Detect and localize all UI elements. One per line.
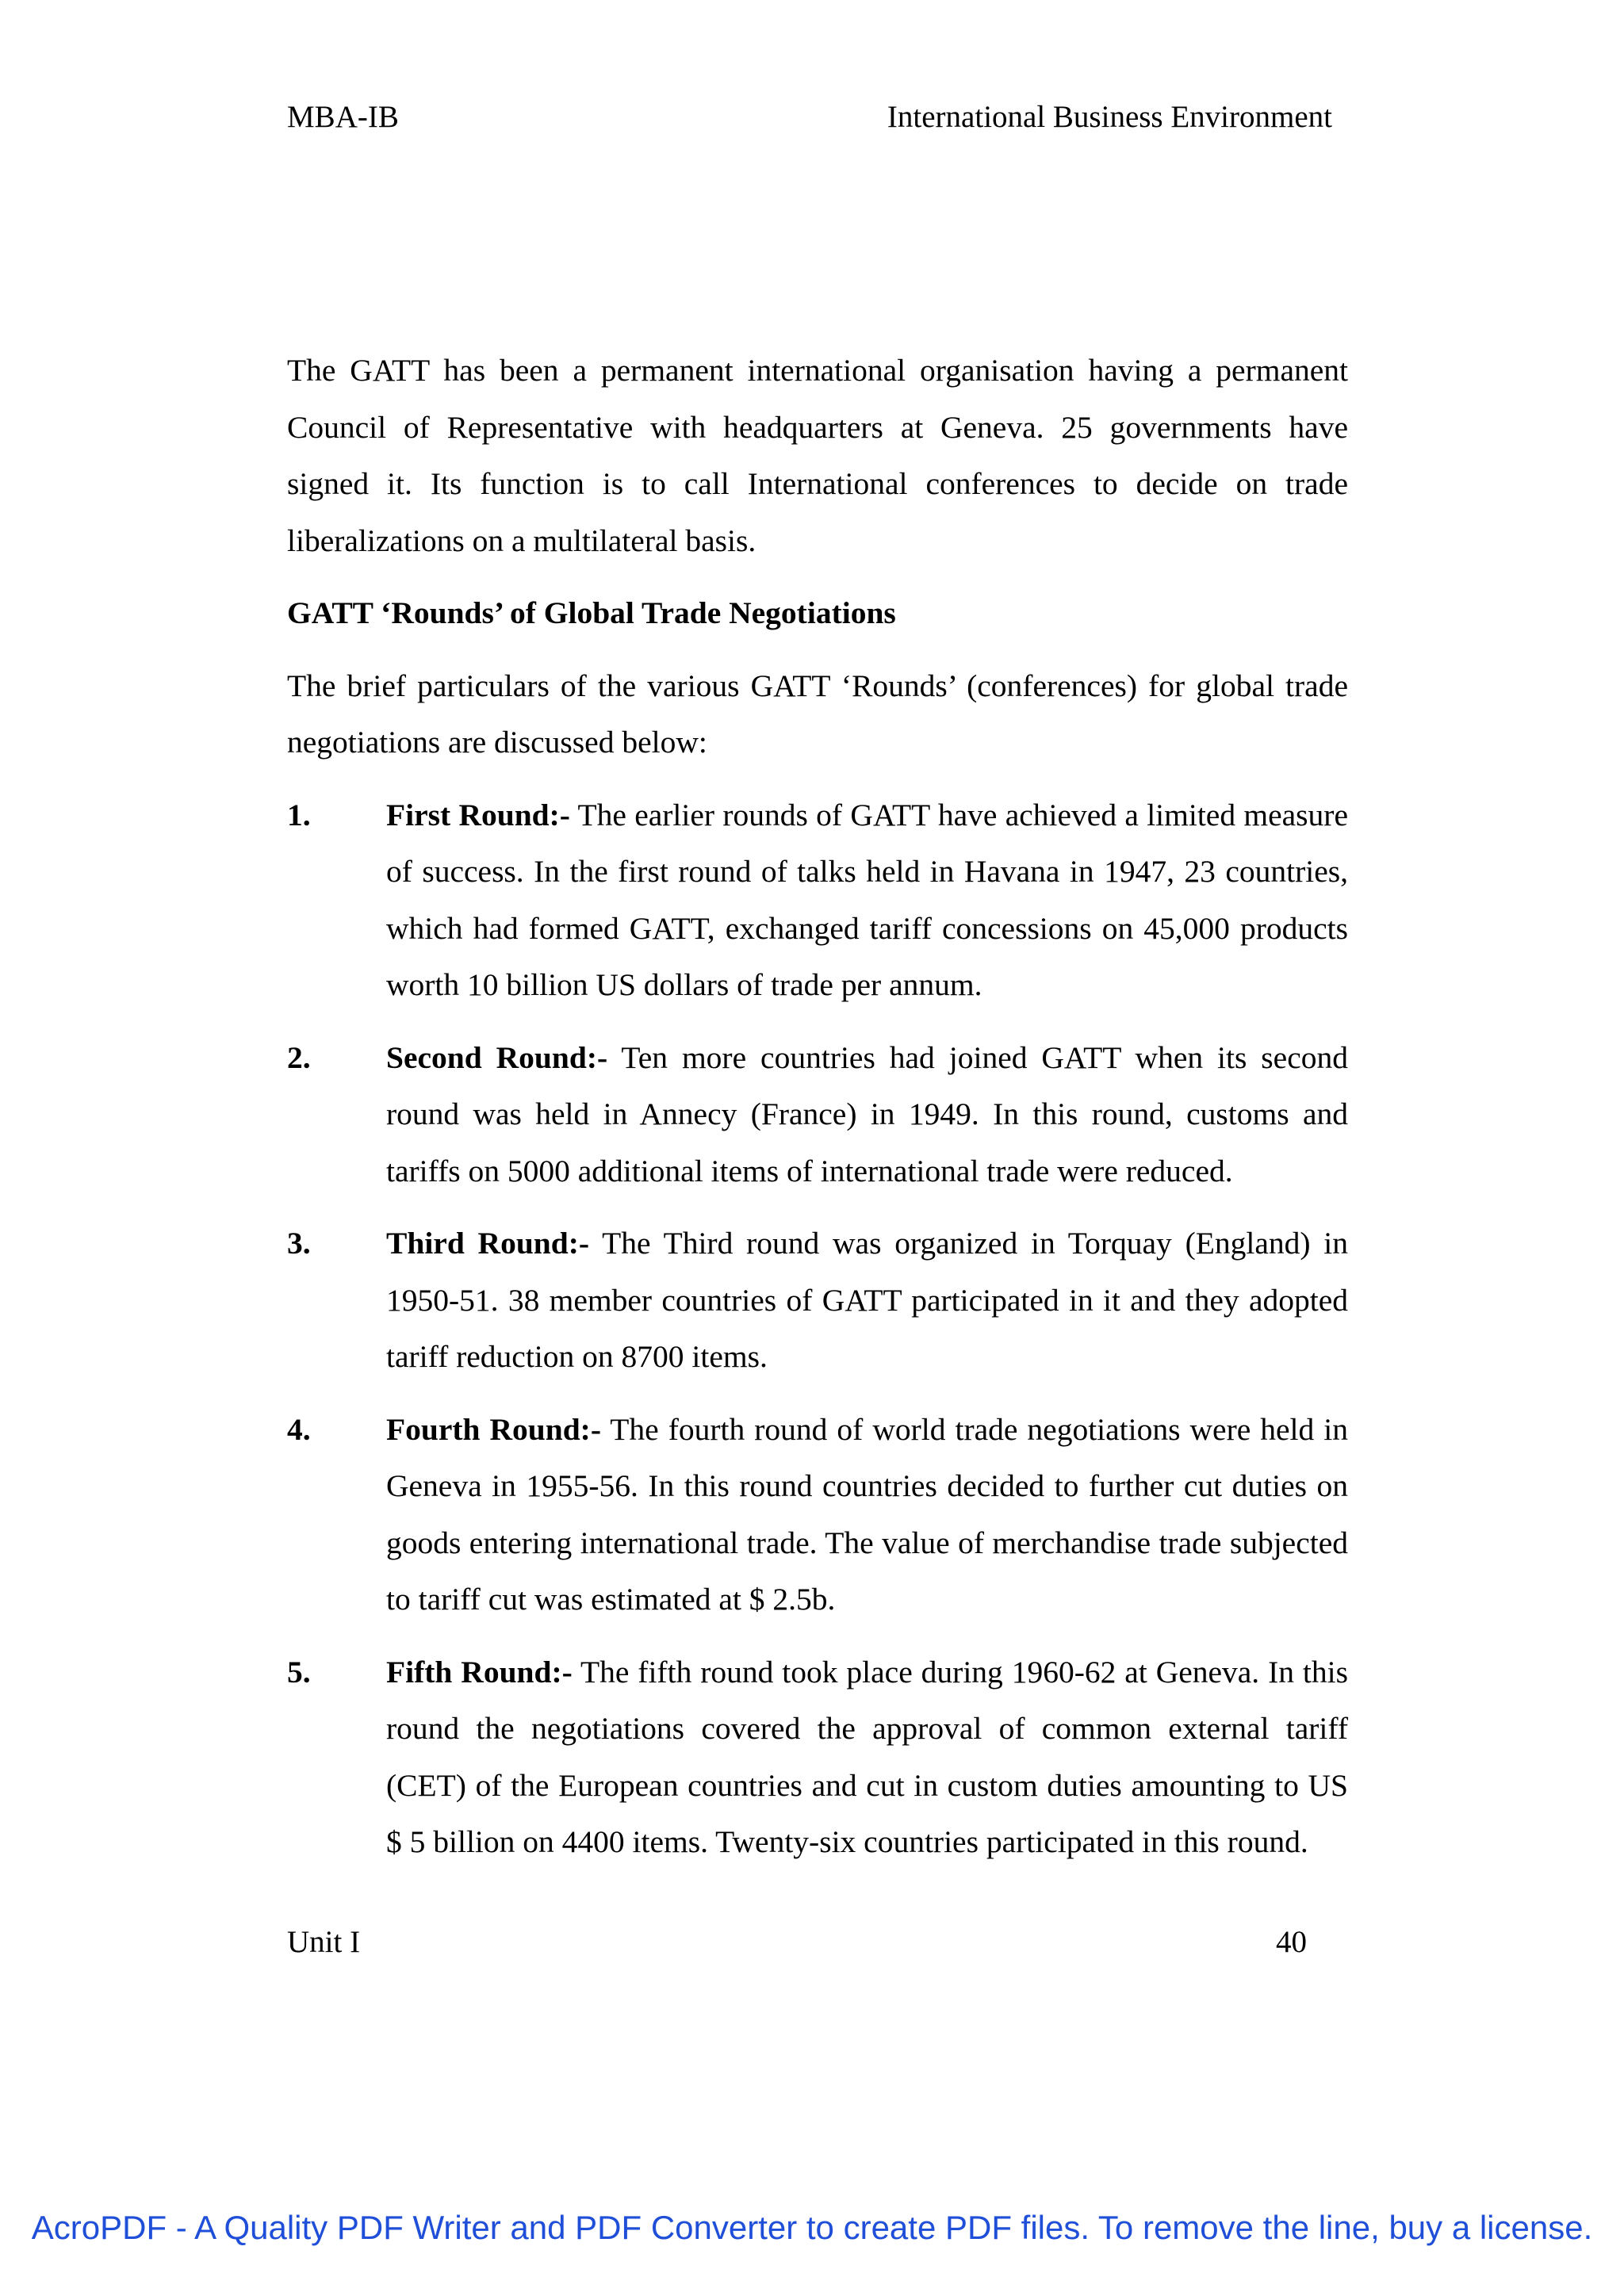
round-body [386, 787, 1348, 1014]
round-title: Fourth Round:- [386, 1411, 601, 1447]
intro-paragraph: The GATT has been a permanent international organisation having a permanent Council of Representative with headquarters at Geneva. 25 governments have signed it. Its function is to call International conferences to decide on trade liberalizations on a multilateral basis. [287, 353, 1348, 558]
round-item-4 [287, 1402, 1348, 1628]
round-number: 3. [287, 1226, 311, 1261]
round-number: 2. [287, 1039, 311, 1075]
round-item-5 [287, 1644, 1348, 1871]
round-text: The fifth round took place during 1960-62 at Geneva. In this round the negotiations covered the approval of common external tariff (CET) of the European countries and cut in custom duties amounting to US $ 5 billion on 4400 items. Twenty-six countries participated in this round. [386, 1654, 1348, 1859]
round-item-1 [287, 787, 1348, 1014]
round-text: The fourth round of world trade negotiations were held in Geneva in 1955-56. In this round countries decided to further cut duties on goods entering international trade. The value of merchandise trade subjected to tariff cut was estimated at $ 2.5b. [386, 1411, 1348, 1617]
page-number: 40 [1276, 1925, 1307, 1959]
round-text: Ten more countries had joined GATT when its second round was held in Annecy (France) in 1949. In this round, customs and tariffs on 5000 additional items of international trade were reduced. [386, 1039, 1348, 1188]
header-subject: International Business Environment [887, 100, 1332, 134]
round-item-2 [287, 1030, 1348, 1200]
round-title: Third Round:- [386, 1226, 590, 1261]
round-body [386, 1030, 1348, 1200]
section-heading: GATT ‘Rounds’ of Global Trade Negotiations [287, 595, 896, 630]
pdf-watermark-banner: AcroPDF - A Quality PDF Writer and PDF Converter to create PDF files. To remove the line, buy a license. [31, 2209, 1593, 2246]
round-text: The earlier rounds of GATT have achieved a limited measure of success. In the first round of talks held in Havana in 1947, 23 countries, which had formed GATT, exchanged tariff concessions on 45,000 products worth 10 billion US dollars of trade per annum. [386, 797, 1348, 1002]
round-title: Fifth Round:- [386, 1654, 573, 1689]
round-item-3 [287, 1215, 1348, 1386]
section-intro-paragraph: The brief particulars of the various GATT ‘Rounds’ (conferences) for global trade negotiations are discussed below: [287, 668, 1348, 760]
round-number: 4. [287, 1411, 311, 1447]
round-title: First Round:- [386, 797, 570, 832]
round-number: 1. [287, 797, 311, 832]
round-title: Second Round:- [386, 1039, 608, 1075]
footer-unit: Unit I [287, 1925, 361, 1959]
round-number: 5. [287, 1654, 311, 1689]
round-body [386, 1402, 1348, 1628]
round-body [386, 1644, 1348, 1871]
document-body [287, 342, 1348, 1887]
round-body [386, 1215, 1348, 1386]
header-course: MBA-IB [287, 100, 399, 134]
round-text: The Third round was organized in Torquay (England) in 1950-51. 38 member countries of GATT participated in it and they adopted tariff reduction on 8700 items. [386, 1226, 1349, 1374]
